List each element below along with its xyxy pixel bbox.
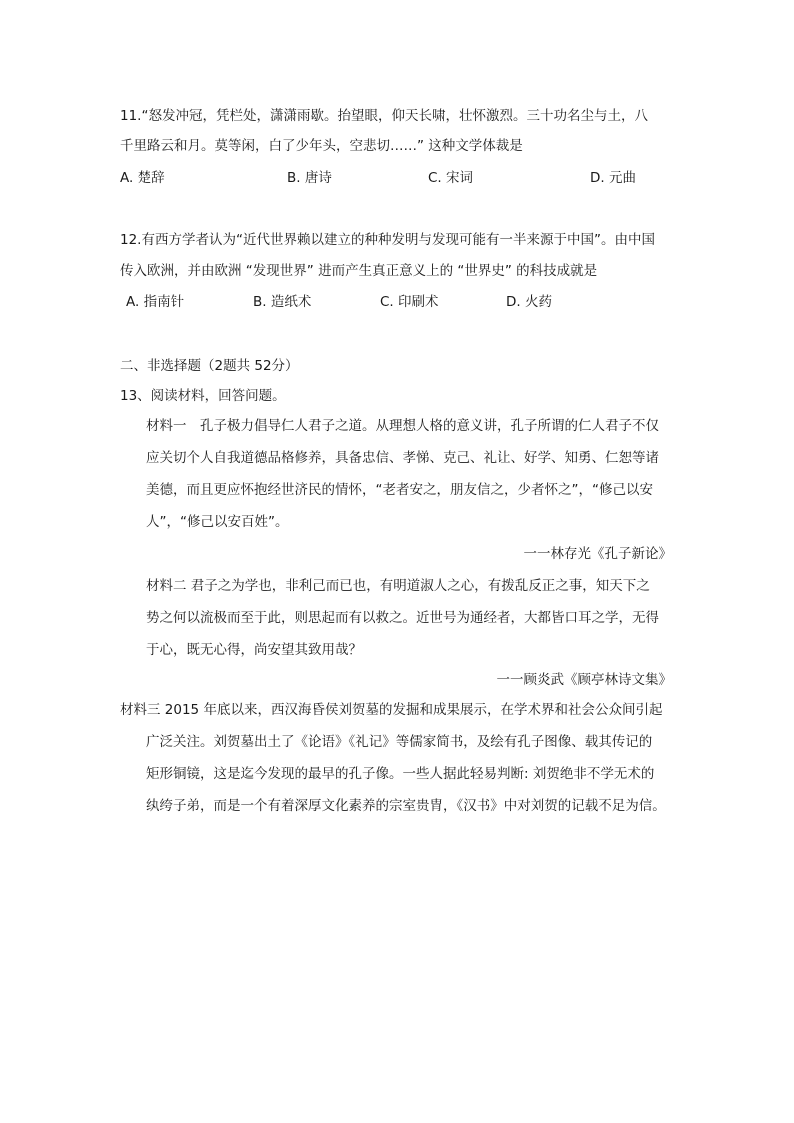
- q11-line-2: 千里路云和月。莫等闲，白了少年头，空悲切……” 这种文学体裁是: [120, 138, 523, 154]
- material1-line-1: 材料一 孔子极力倡导仁人君子之道。从理想人格的意义讲，孔子所谓的仁人君子不仅: [146, 418, 659, 434]
- q12-line-2: 传入欧洲，并由欧洲 “发现世界” 进而产生真正意义上的 “世界史” 的科技成就是: [120, 263, 598, 279]
- q12-option-b: B. 造纸术: [253, 294, 312, 310]
- material2-line-2: 势之何以流极而至于此，则思起而有以救之。近世号为通经者，大都皆口耳之学，无得: [146, 610, 659, 626]
- q12-option-a: A. 指南针: [126, 294, 185, 310]
- material2-line-1: 材料二 君子之为学也，非利己而已也，有明道淑人之心，有拨乱反正之事，知天下之: [146, 578, 650, 594]
- material2-source: 一一顾炎武《顾亭林诗文集》: [496, 672, 672, 688]
- material3-line-3: 矩形铜镜，这是迄今发现的最早的孔子像。一些人据此轻易判断: 刘贺绝非不学无术的: [146, 766, 655, 782]
- q12-option-d: D. 火药: [506, 294, 552, 310]
- q11-option-b: B. 唐诗: [287, 170, 332, 186]
- q13-title: 13、阅读材料，回答问题。: [120, 388, 286, 404]
- material1-line-4: 人”，“修己以安百姓”。: [146, 514, 289, 530]
- q12-line-1: 12.有西方学者认为“近代世界赖以建立的种种发明与发现可能有一半来源于中国”。由中国: [120, 232, 655, 248]
- material3-line-4: 纨绔子弟，而是一个有着深厚文化素养的宗室贵胄，《汉书》中对刘贺的记载不足为信。: [146, 798, 666, 814]
- q11-option-d: D. 元曲: [590, 170, 636, 186]
- material3-line-2: 广泛关注。刘贺墓出土了《论语》《礼记》等儒家简书，及绘有孔子图像、载其传记的: [146, 734, 653, 750]
- section-heading: 二、非选择题（2题共 52分）: [120, 358, 299, 374]
- q11-option-c: C. 宋词: [428, 170, 474, 186]
- material3-line-1: 材料三 2015 年底以来，西汉海昏侯刘贺墓的发掘和成果展示，在学术界和社会公众间引起: [120, 702, 663, 718]
- material1-line-2: 应关切个人自我道德品格修养，具备忠信、孝悌、克己、礼让、好学、知勇、仁恕等诸: [146, 450, 659, 466]
- material1-line-3: 美德，而且更应怀抱经世济民的情怀，“老者安之，朋友信之，少者怀之”，“修己以安: [146, 482, 653, 498]
- material2-line-3: 于心，既无心得，尚安望其致用哉？: [146, 642, 362, 658]
- q12-option-c: C. 印刷术: [380, 294, 439, 310]
- q11-line-1: 11.“怒发冲冠，凭栏处，潇潇雨歇。抬望眼，仰天长啸，壮怀激烈。三十功名尘与土，八: [120, 108, 648, 124]
- q11-option-a: A. 楚辞: [120, 170, 165, 186]
- material1-source: 一一林存光《孔子新论》: [523, 546, 672, 562]
